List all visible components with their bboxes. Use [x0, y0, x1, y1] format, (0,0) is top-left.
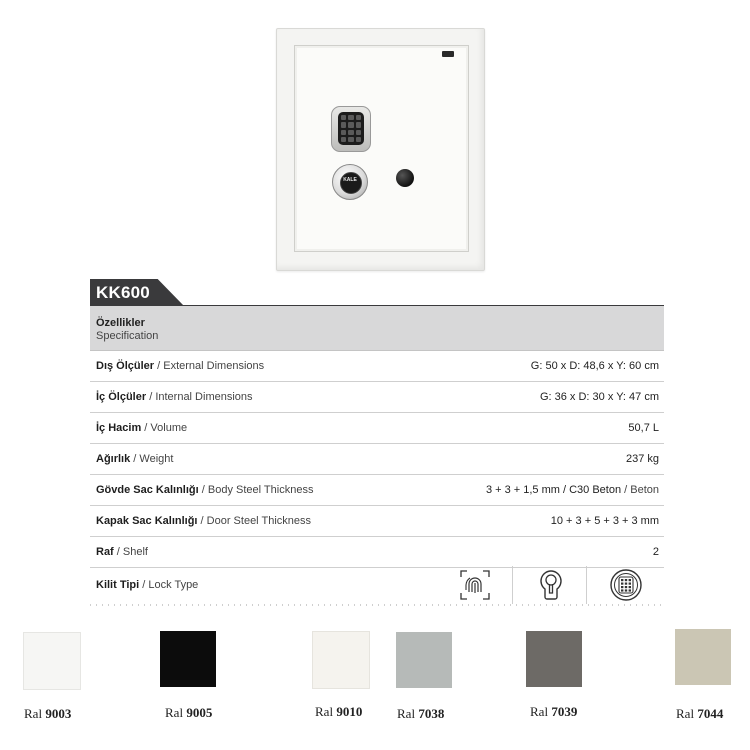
- electronic-keypad: [331, 106, 371, 152]
- row-label-tr: Kilit Tipi: [96, 579, 140, 591]
- row-label-tr: İç Ölçüler: [96, 391, 147, 403]
- row-label-tr: Kapak Sac Kalınlığı: [96, 515, 198, 527]
- spec-row-internal-dimensions: İç Ölçüler / Internal Dimensions G: 36 x D: 30 x Y: 47 cm: [90, 382, 664, 413]
- row-value: 50,7 L: [628, 422, 659, 434]
- door-handle-knob: [396, 169, 414, 187]
- spec-table-header: [90, 306, 664, 351]
- spec-row-lock-type: Kilit Tipi / Lock Type: [90, 566, 664, 605]
- row-value: G: 36 x D: 30 x Y: 47 cm: [539, 391, 659, 403]
- row-label-en: Internal Dimensions: [155, 391, 253, 403]
- fingerprint-lock-cell: [438, 566, 512, 604]
- color-swatch-ral-9003: [23, 632, 81, 690]
- swatch-label-ral-7038: Ral 7038: [397, 706, 445, 721]
- spec-row-shelf: Raf / Shelf 2: [90, 537, 664, 568]
- row-label-en: Volume: [150, 422, 188, 434]
- row-label-tr: Raf: [96, 546, 114, 558]
- combination-dial: [332, 164, 368, 200]
- spec-row-body-steel-thickness: Gövde Sac Kalınlığı / Body Steel Thickness 3 + 3 + 1,5 mm / C30 Beton / Beton: [90, 475, 664, 506]
- spec-row-door-steel-thickness: Kapak Sac Kalınlığı / Door Steel Thickness 10 + 3 + 5 + 3 + 3 mm: [90, 506, 664, 537]
- color-swatch-ral-7039: [526, 631, 582, 687]
- color-swatch-ral-7038: [396, 632, 452, 688]
- swatch-label-ral-9005: Ral 9005: [165, 705, 213, 720]
- electronic-keypad-lock-cell: [586, 566, 665, 604]
- brand-badge-icon: [442, 51, 454, 57]
- row-label-en: Shelf: [122, 546, 148, 558]
- spec-header-tr: Özellikler: [96, 317, 145, 329]
- row-value: 10 + 3 + 5 + 3 + 3 mm: [550, 515, 659, 527]
- row-value: 2: [652, 546, 659, 558]
- swatch-label-ral-7039: Ral 7039: [530, 704, 578, 719]
- row-label-tr: İç Hacim: [96, 422, 142, 434]
- safe-product-image: [276, 28, 485, 271]
- model-title: KK600: [96, 283, 150, 302]
- spec-row-external-dimensions: Dış Ölçüler / External Dimensions G: 50 x D: 48,6 x Y: 60 cm: [90, 351, 664, 382]
- fingerprint-lock-icon: [458, 568, 492, 602]
- spec-row-weight: Ağırlık / Weight 237 kg: [90, 444, 664, 475]
- row-label-tr: Ağırlık: [96, 453, 131, 465]
- row-label-en: Lock Type: [148, 579, 199, 591]
- row-label-tr: Gövde Sac Kalınlığı: [96, 484, 199, 496]
- electronic-keypad-lock-icon: [609, 568, 643, 602]
- table-cut-line: [90, 604, 664, 606]
- spec-header-en: Specification: [96, 330, 159, 342]
- row-label-en: Door Steel Thickness: [206, 515, 312, 527]
- row-value: G: 50 x D: 48,6 x Y: 60 cm: [530, 360, 659, 372]
- color-swatch-ral-9005: [160, 631, 216, 687]
- row-label-en: Weight: [139, 453, 174, 465]
- row-label-en: Body Steel Thickness: [207, 484, 314, 496]
- spec-row-volume: İç Hacim / Volume 50,7 L: [90, 413, 664, 444]
- swatch-label-ral-9010: Ral 9010: [315, 704, 363, 719]
- cylinder-key-lock-icon: [535, 568, 567, 602]
- row-label-en: External Dimensions: [163, 360, 265, 372]
- swatch-label-ral-9003: Ral 9003: [24, 706, 72, 721]
- cylinder-key-lock-cell: [512, 566, 587, 604]
- safe-door: [294, 45, 469, 252]
- dial-brand-label: KALE: [343, 177, 357, 183]
- row-label-tr: Dış Ölçüler: [96, 360, 155, 372]
- color-swatch-ral-7044: [675, 629, 731, 685]
- color-swatch-ral-9010: [312, 631, 370, 689]
- row-value: 3 + 3 + 1,5 mm / C30 Beton / Beton: [485, 484, 659, 496]
- row-value: 237 kg: [625, 453, 659, 465]
- swatch-label-ral-7044: Ral 7044: [676, 706, 724, 721]
